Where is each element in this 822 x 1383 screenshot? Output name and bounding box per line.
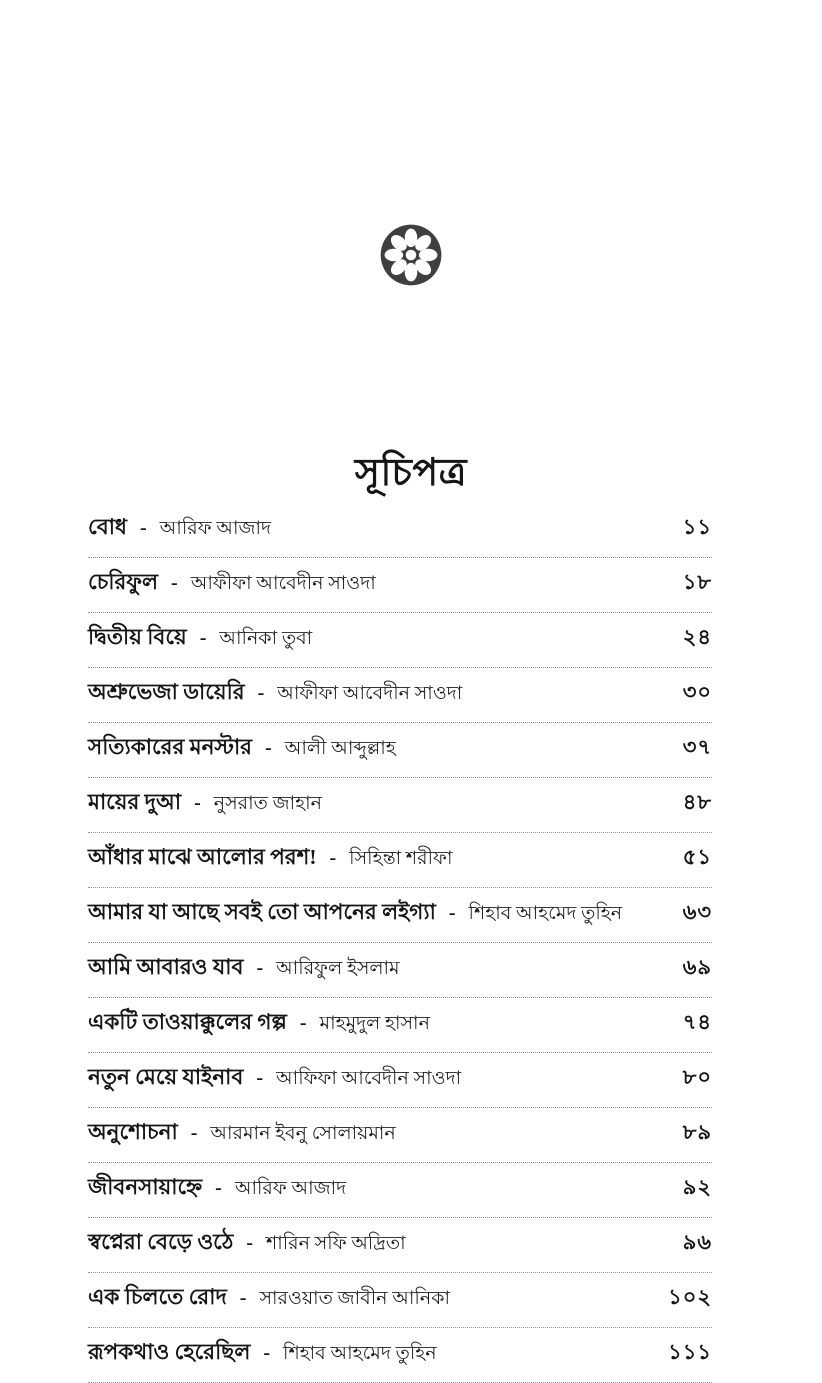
toc-entry-row (88, 998, 712, 1053)
toc-entry-row (88, 1218, 712, 1273)
entry-title: এক চিলতে রোদ (88, 1285, 227, 1309)
toc-entry-row (88, 943, 712, 998)
entry-separator: - (239, 1287, 247, 1309)
entry-separator: - (263, 1342, 271, 1364)
toc-entry-row (88, 778, 712, 833)
entry-page-number: ৭৪ (682, 1010, 712, 1034)
toc-entry-row (88, 558, 712, 613)
entry-author: শিহাব আহমেদ তুহিন (468, 903, 623, 924)
entry-page-number: ৫১ (682, 845, 712, 869)
entry-title: নতুন মেয়ে যাইনাব (88, 1065, 244, 1089)
entry-title: চেরিফুল (88, 570, 159, 594)
entry-separator: - (246, 1232, 253, 1254)
entry-page-number: ৬৯ (682, 955, 712, 979)
entry-author: আফীফা আবেদীন সাওদা (190, 573, 376, 594)
entry-title: অনুশোচনা (88, 1120, 178, 1144)
entry-author: সারওয়াত জাবীন আনিকা (259, 1288, 451, 1309)
entry-separator: - (194, 792, 201, 814)
toc-entry-row (88, 1108, 712, 1163)
entry-page-number: ৮০ (682, 1065, 712, 1089)
entry-separator: - (329, 847, 337, 869)
entry-title: অশ্রুভেজা ডায়েরি (88, 680, 245, 704)
entry-title: রূপকথাও হেরেছিল (88, 1340, 251, 1364)
entry-page-number: ৬৩ (682, 900, 712, 924)
toc-entry-row (88, 668, 712, 723)
entry-page-number: ১১ (682, 515, 712, 539)
ornament-container (0, 222, 822, 288)
toc-entry-row (88, 613, 712, 668)
entry-separator: - (139, 517, 147, 539)
entry-separator: - (299, 1012, 307, 1034)
entry-author: আরমান ইবনু সোলায়মান (210, 1123, 396, 1144)
entry-author: আরিফ আজাদ (159, 518, 271, 539)
entry-page-number: ৩০ (682, 680, 712, 704)
entry-separator: - (199, 627, 207, 649)
entry-separator: - (171, 572, 178, 594)
entry-title: একটি তাওয়াক্কুলের গল্প (88, 1010, 287, 1034)
toc-entry-row (88, 888, 712, 943)
entry-separator: - (448, 902, 456, 924)
entry-author: শারিন সফি অদ্রিতা (266, 1233, 406, 1254)
entry-title: মায়ের দুআ (88, 790, 182, 814)
entry-separator: - (257, 682, 265, 704)
entry-page-number: ৩৭ (682, 735, 712, 759)
entry-title: আমার যা আছে সবই তো আপনের লইগ্যা (88, 900, 436, 924)
entry-author: আনিকা তুবা (219, 628, 313, 649)
entry-author: আলী আব্দুল্লাহ (284, 738, 396, 759)
entry-page-number: ৪৮ (682, 790, 712, 814)
entry-author: আরিফুল ইসলাম (276, 958, 400, 979)
page-title: সূচিপত্র (354, 452, 468, 495)
entry-author: নুসরাত জাহান (213, 793, 322, 814)
entry-title: জীবনসায়াহ্নে (88, 1175, 203, 1199)
toc-entry-row (88, 503, 712, 558)
flower-rosette-icon (378, 222, 444, 288)
entry-author: আফিফা আবেদীন সাওদা (276, 1068, 462, 1089)
entry-separator: - (256, 957, 264, 979)
entry-author: আফীফা আবেদীন সাওদা (277, 683, 463, 704)
entry-page-number: ১১১ (668, 1340, 712, 1364)
entry-title: স্বপ্নেরা বেড়ে ওঠে (88, 1230, 234, 1254)
entry-title: আঁধার মাঝে আলোর পরশ! (88, 845, 317, 869)
entry-page-number: ১৮ (682, 570, 712, 594)
entry-separator: - (256, 1067, 264, 1089)
entry-separator: - (265, 737, 272, 759)
toc-entry-row (88, 1328, 712, 1383)
toc-entry-row (88, 1163, 712, 1218)
entry-page-number: ৮৯ (682, 1120, 712, 1144)
toc-entry-row (88, 833, 712, 888)
entry-title: দ্বিতীয় বিয়ে (88, 625, 187, 649)
entry-page-number: ১০২ (668, 1285, 712, 1309)
toc-list (88, 503, 712, 1383)
entry-author: মাহমুদুল হাসান (319, 1013, 430, 1034)
toc-entry-row (88, 1273, 712, 1328)
entry-separator: - (190, 1122, 198, 1144)
entry-separator: - (215, 1177, 222, 1199)
toc-entry-row (88, 723, 712, 778)
entry-page-number: ৯২ (682, 1175, 712, 1199)
entry-title: সত্যিকারের মনস্টার (88, 735, 253, 759)
entry-title: বোধ (88, 515, 127, 539)
entry-title: আমি আবারও যাব (88, 955, 244, 979)
entry-author: সিহিন্তা শরীফা (349, 848, 453, 869)
toc-entry-row (88, 1053, 712, 1108)
entry-page-number: ৯৬ (682, 1230, 712, 1254)
entry-page-number: ২৪ (682, 625, 712, 649)
entry-author: আরিফ আজাদ (234, 1178, 347, 1199)
entry-author: শিহাব আহমেদ তুহিন (283, 1343, 437, 1364)
